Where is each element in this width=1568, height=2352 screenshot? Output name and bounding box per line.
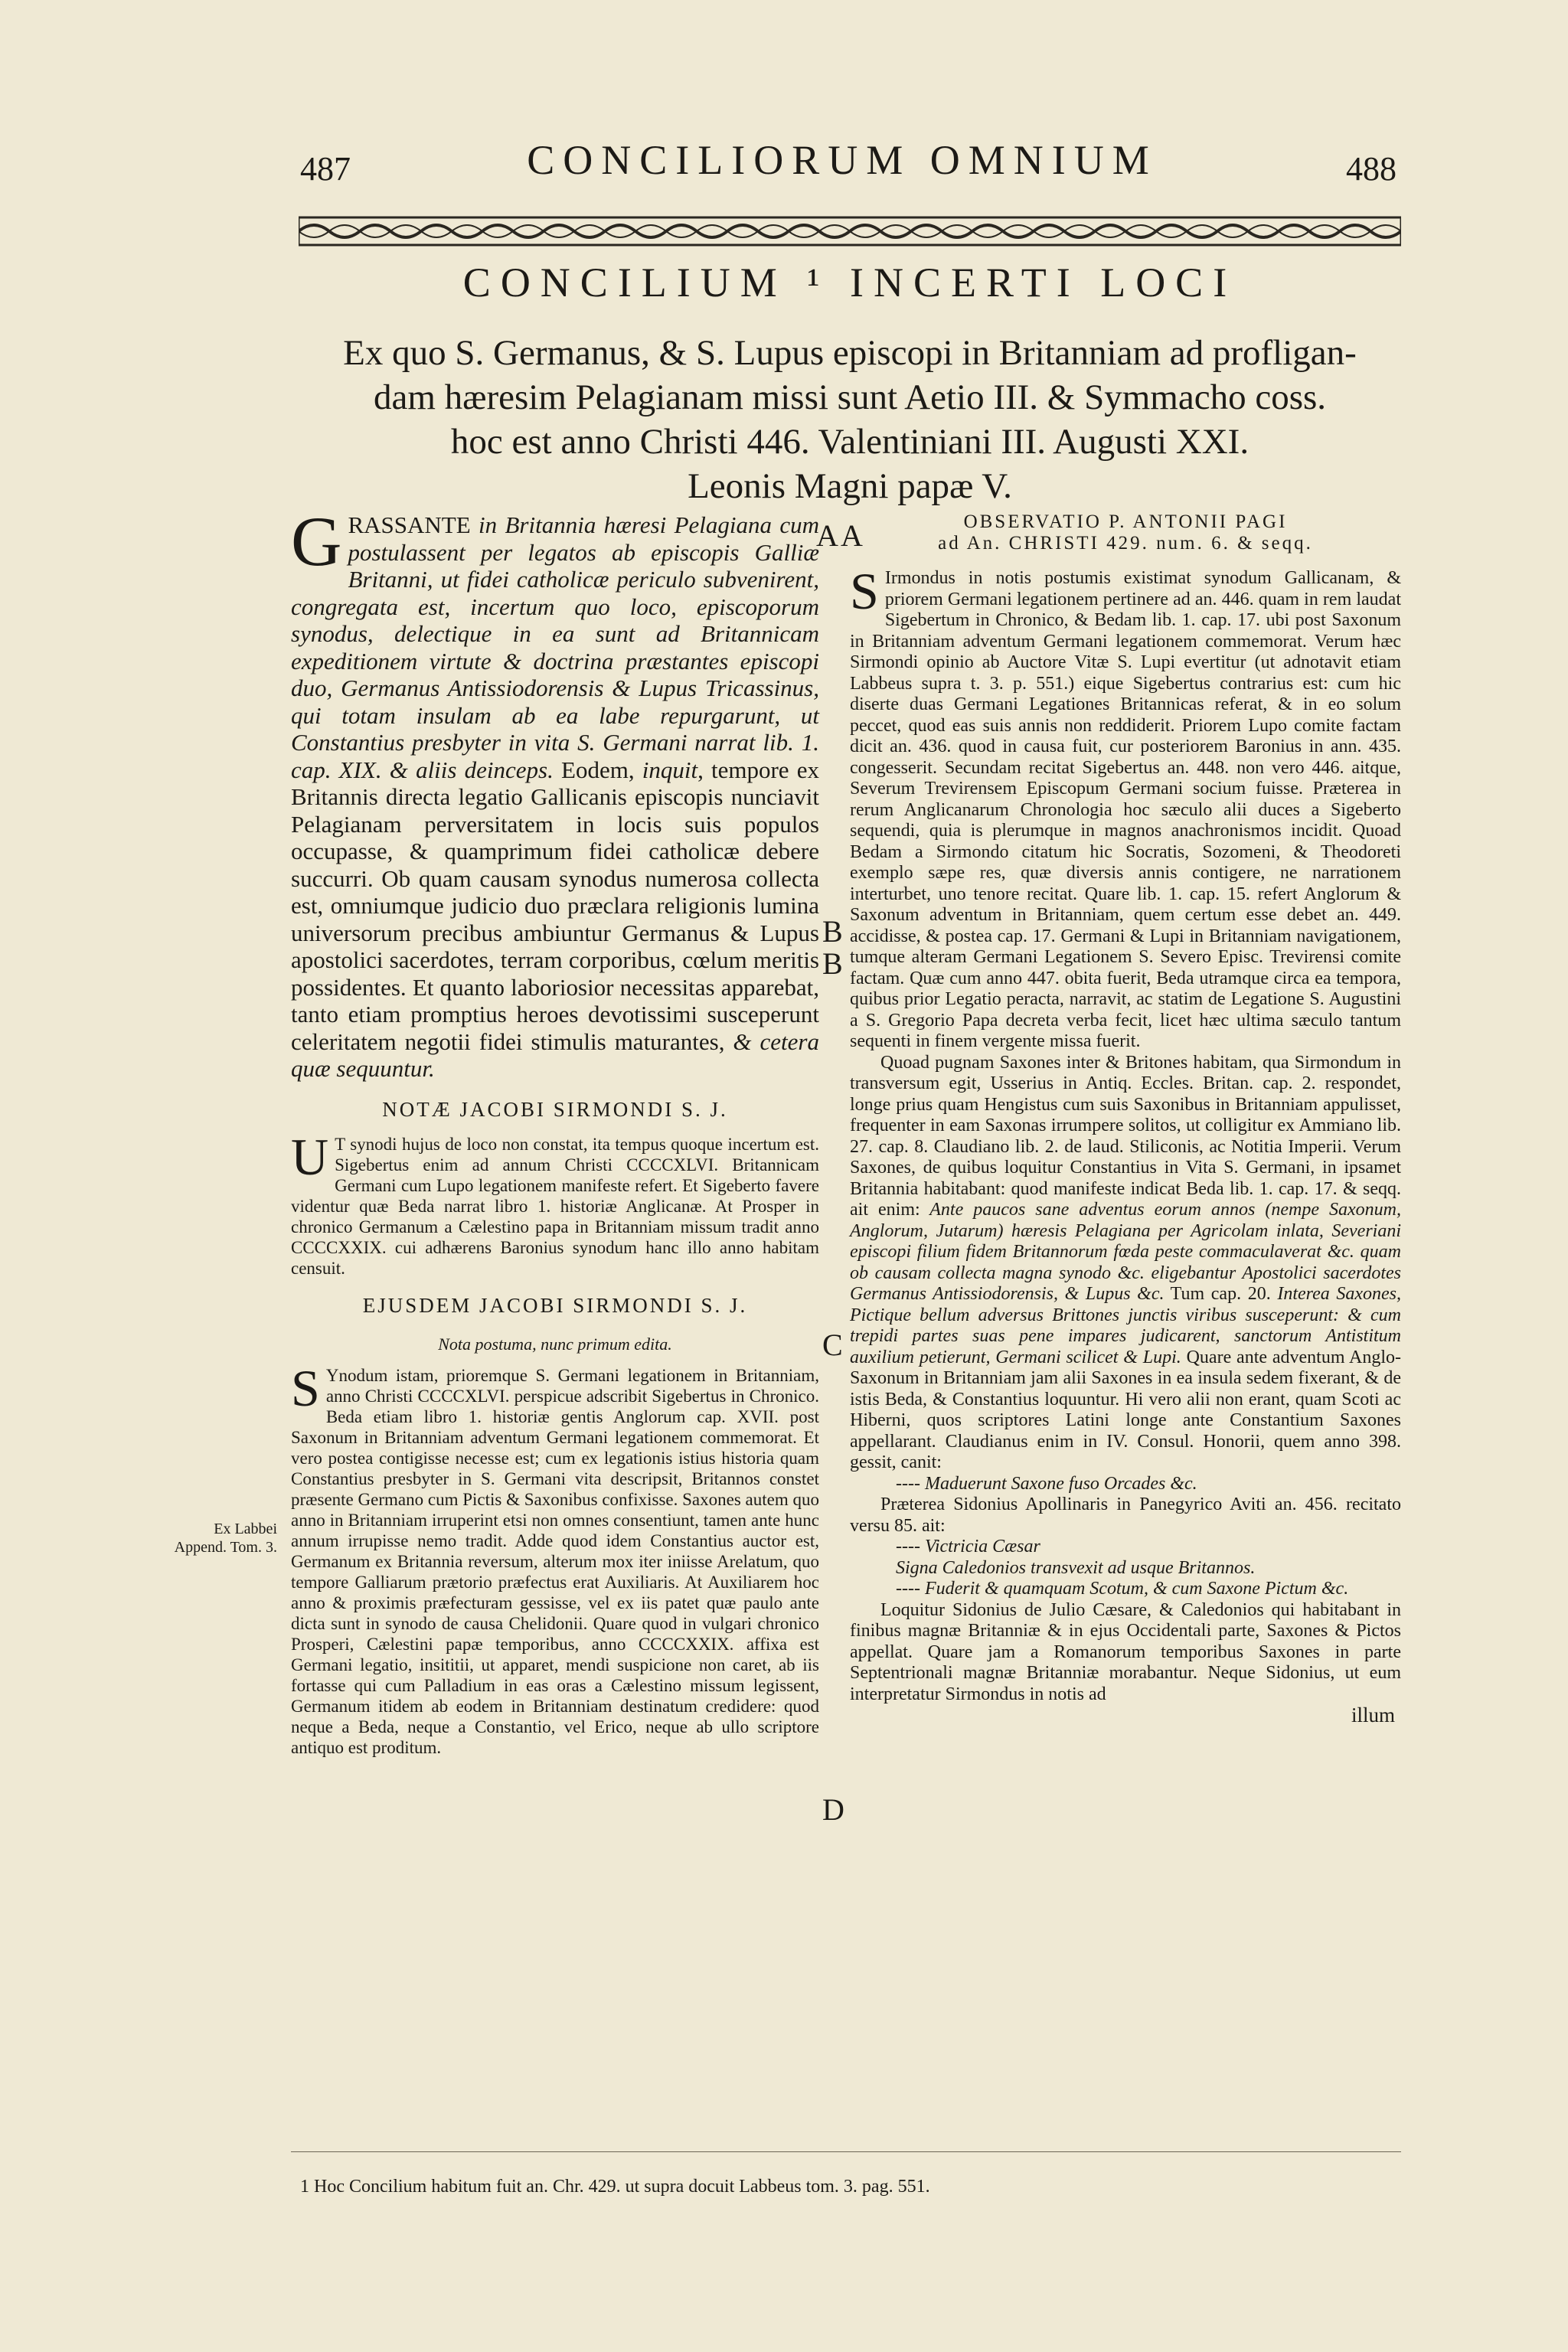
subtitle-line: dam hæresim Pelagianam missi sunt Aetio III. & Symmacho coss. [373,377,1327,417]
drop-cap: S [850,562,879,620]
verse-line: Signa Caledonios transvexit ad usque Britannos. [896,1557,1256,1578]
text-run: Quoad pugnam Saxones inter & Britones habitam, qua Sirmondum in transversum egit, Usserius in Antiq. Eccles. Britan. cap. 2. respondet, longe prius quam Hengistus cum suis Saxonibus in Britanniam appulisset, frequenter in eam Saxonas irrumpere solitos, ut colligitur ex Ammiano lib. 27. cap. 8. Claudiano lib. 2. de laud. Stiliconis, ac Notitia Imperii. Verum Saxones, de quibus loquitur Constantius in Vita S. Germani, in ipsamet Britannia habitabant: quod manifeste indicat Beda lib. 1. cap. 17. & seqq. ait enim: [850,1052,1401,1220]
italic-text: Interea Saxones, Pictique bellum adversus Brittones junctis viribus susceperunt: & cum trepidi partes suas pene impares judicarent, sanctorum Antistitum auxilium petierunt, Germani scilicet & Lupi. [850,1284,1402,1367]
subtitle-line: hoc est anno Christi 446. Valentiniani III. Augusti XXI. [450,422,1250,462]
italic-text: & cetera quæ sequuntur. [291,1027,819,1082]
italic-text: inquit [642,756,698,783]
lead-caps: RASSANTE [348,511,471,538]
ejusdem-text [291,1359,819,1758]
page-number-right: 488 [1346,150,1396,188]
observatio-para: Loquitur Sidonius de Julio Cæsare, & Caledonios qui habitabant in finibus magnæ Britanniæ & in ejus Occidentali parte, Saxones & Pictos appellat. Quare jam a Romanorum temporibus Saxones in parte Septentrionali magnæ Britanniæ morabantur. Neque Sidonius, ut eum interpretatur Sirmondus in notis ad [850,1599,1401,1704]
margin-letter: B [822,914,843,949]
observatio-para [850,562,1401,1053]
margin-letter: A [816,518,838,553]
ejusdem-heading: EJUSDEM JACOBI SIRMONDI S. J. [362,1294,748,1317]
footnote: 1 Hoc Concilium habitum fuit an. Chr. 429. ut supra docuit Labbeus tom. 3. pag. 551. [300,2177,930,2197]
text-run: T synodi hujus de loco non constat, ita tempus quoque incertum est. Sigebertus enim ad annum Christi CCCCXLVI. Britannicam Germani cum Lupo legationem manifeste refert. Et Sigeberto favere videntur quæ Beda narrat libro 1. historiæ Anglicanæ. At Prosper in chronico Germanum a Cælestino papa in Britanniam missum tradit anno CCCCXXIX. cui adhærens Baronius synodum hanc illo anno habitam censuit. [291,1135,819,1278]
observatio-para [850,1053,1401,1474]
verse-line: ---- Victricia Cæsar [896,1537,1040,1557]
margin-letter: A [841,518,863,553]
notes-heading: NOTÆ JACOBI SIRMONDI S. J. [382,1097,728,1121]
ornament-border [299,216,1401,247]
observatio-heading [850,511,1401,554]
italic-text: in Britannia hæresi Pelagiana cum postulassent per legatos ab episcopis Galliæ Britanni, ut fidei catholicæ periculo subvenirent, congregata est, incertum quo loco, episcoporum synodus, delectique in ea sunt ad Britannicam expeditionem virtute & doctrina præstantes episcopi duo, Germanus Antissiodorensis & Lupus Tricassinus, qui totam insulam ab ea labe repurgarunt, ut Constantius presbyter in vita S. Germani narrat lib. 1. cap. XIX. & aliis deinceps. [291,511,819,783]
text-run: Eodem, [553,756,642,783]
main-text [291,502,819,1083]
drop-cap: S [291,1359,320,1417]
drop-cap: G [291,502,342,580]
italic-text: Ante paucos sane adventus eorum annos (nempe Saxonum, Anglorum, Jutarum) hæresis Pelagiana per Agricolam inlata, Severiani episcopi filium fidem Britannorum fœda peste commaculaverat &c. quam ob causam collecta magna synodo &c. eligebantur Apostolici sacerdotes Germanus Antissiodorensis, & Lupus &c. [850,1200,1401,1304]
text-run: Quare ante adventum Anglo-Saxonum in Britanniam jam alii Saxones in ea insula sedem fixerant, & de istis Beda, & Constantius loquuntur. Hi vero alii non erant, quam Scoti ac Hiberni, quos scriptores Latini longe ante Constantium Saxones appellarant. Claudianus enim in IV. Consul. Honorii, quem anno 398. gessit, canit: [850,1347,1401,1472]
subtitle-line: Ex quo S. Germanus, & S. Lupus episcopi in Britanniam ad profligan- [343,333,1357,373]
observatio-para: Præterea Sidonius Apollinaris in Panegyrico Aviti an. 456. recitato versu 85. ait: [850,1494,1401,1536]
heading-line: OBSERVATIO P. ANTONII PAGI [963,511,1288,532]
verse-line: ---- Maduerunt Saxone fuso Orcades &c. [896,1473,1197,1494]
margin-letter: B [822,946,843,981]
sirmond-notes [291,1128,819,1279]
verse-line: ---- Fuderit & quamquam Scotum, & cum Saxone Pictum &c. [896,1579,1349,1599]
right-column [850,511,1401,1726]
catchword: illum [1351,1704,1395,1726]
margin-letter: C [822,1328,843,1362]
heading-line: ad An. CHRISTI 429. num. 6. & seqq. [938,533,1313,554]
left-column [291,502,819,1758]
council-subtitle [291,331,1409,508]
ejusdem-subnote: Nota postuma, nunc primum edita. [438,1334,672,1354]
council-title: CONCILIUM ¹ INCERTI LOCI [462,260,1237,305]
page-number-left: 487 [300,150,351,188]
margin-letter: D [822,1792,844,1827]
side-note: Ex Labbei Append. Tom. 3. [174,1521,277,1556]
text-run: Ynodum istam, prioremque S. Germani legationem in Britanniam, anno Christi CCCCXLVI. perspicue adscribit Sigebertus in Chronico. Beda etiam libro 1. historiæ gentis Anglorum cap. XVII. post Saxonum in Britanniam adventum Germani legationem commemorat. Et vero postea contigisse necesse est; cum ex legationis istius historia quam Constantius presbyter in S. Germani vita descripsit, Britannos constet præsente Germano cum Pictis & Saxonibus confixisse. Saxones autem quo anno in Britanniam irruperint etsi non omnes consentiunt, tamen ante hunc annum irrupisse nemo tradit. Adde quod idem Constantius auctor est, Germanum ex Britannia reversum, alterum mox iter iniisse Arelatum, quo tempore Galliarum prætorio præfectus erat Auxiliaris. At Auxiliarem hoc anno & proximis præfecturam gessisse, vel ex iis patet quæ paulo ante dicta sunt in synodo de causa Chelidonii. Quare quod in vulgari chronico Prosperi, Cælestini papæ temporibus, anno CCCCXXIX. affixa est Germani legatio, insititii, ut apparet, mendi suspicione non caret, ab iis fortasse qui cum Palladium in eas oras a Cælestino missum legissent, Germanum itidem ab eodem in Britanniam destinatum credidere: quod neque a Beda, neque a Constantio, vel Erico, neque ab ullo scriptore antiquo est proditum. [291,1366,819,1757]
subtitle-line: Leonis Magni papæ V. [688,466,1012,506]
footnote-rule [291,2151,1401,2152]
text-run: Tum cap. 20. [1164,1284,1271,1304]
drop-cap: U [291,1128,329,1186]
text-run: , tempore ex Britannis directa legatio Gallicanis episcopis nunciavit Pelagianam perversitatem in locis suis populos occupasse, & quamprimum fidei catholicæ debere succurri. Ob quam causam synodus numerosa collecta est, omniumque judicio duo præclara religionis lumina universorum precibus ambiuntur Germanus & Lupus apostolici sacerdotes, terram corporibus, cœlum meritis possidentes. Et quanto laboriosior necessitas apparebat, tanto etiam promptius heroes devotissimi susceperunt celeritatem negotii fidei stimulis maturantes, [291,756,819,1055]
text-run: Irmondus in notis postumis existimat synodum Gallicanam, & priorem Germani legationem pertinere ad an. 446. quam in rem laudat Sigebertum in Chronico, & Bedam lib. 1. cap. 17. ubi post Saxonum in Britanniam adventum Germani legationem commemorat. Verum hæc Sirmondi opinio ab Auctore Vitæ S. Lupi evertitur (ut adnotavit etiam Labbeus supra t. 3. p. 551.) eique Sigebertus contrarius est: cum hic diserte duas Germani Legationes Britannicas referat, & in eo solum peccet, quod eas suis annis non reddiderit. Priorem Lupo comite factam dicit an. 436. quod in causa fuit, cur posteriorem Baronius in ann. 435. congesserit. Secundam recitat Sigebertus an. 448. non vero 446. aitque, Severum Trevirensem Episcopum Germani socium fuisse. Præterea in rerum Anglicanarum Chronologia hoc sæculo alii duces a Sigeberto sequendi, quia is plerumque in magnos anachronismos incidit. Quoad Bedam a Sirmondo citatum hic Socratis, Sozomeni, & Theodoreti exemplo sæpe res, quæ diversis annis contigere, ne narrationem interturbet, uno tenore recitat. Quare lib. 1. cap. 15. refert Anglorum & Saxonum adventum in Britanniam, quem certum esse debet an. 449. accidisse, & postea cap. 17. Germani & Lupi in Britanniam navigationem, tumque alteram Germani Legationem S. Severo Episc. Trevirensi comite factam. Quæ cum anno 447. obita fuerit, Beda utramque circa ea tempora, quibus prior Legatio peracta, narravit, ac statim de Legatione S. Augustini a S. Gregorio Papa decreta verba fecit, licet hæc ultima sæculo tantum sequenti in finem vergente missa fuerit. [850,568,1401,1051]
running-title: CONCILIORUM OMNIUM [527,137,1158,183]
